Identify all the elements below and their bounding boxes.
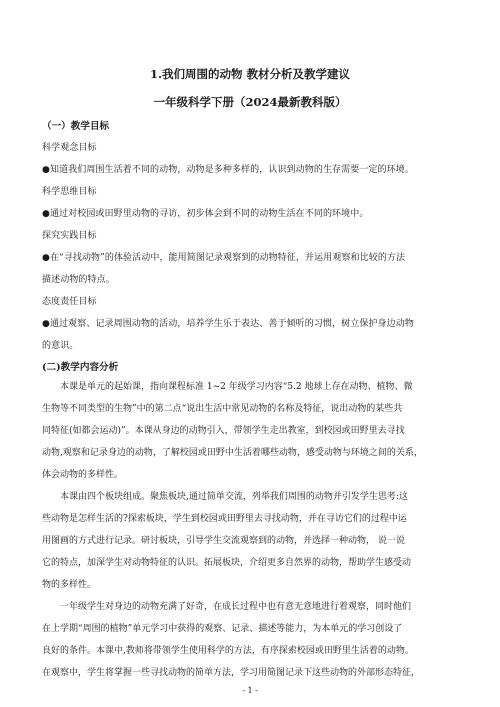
goal-label: 科学思维目标: [42, 187, 97, 197]
paragraph-line: 在观察中，学生将掌握一些寻找动物的简单方法，学习用简图记录下这些动物的外部形态特征，: [42, 668, 421, 678]
goal-text: ●知道我们周围生活着不同的动物，动物是多种多样的，认识到动物的生存需要一定的环境。: [42, 165, 414, 175]
paragraph-1: [42, 376, 460, 486]
paragraph-line: 些动物是怎样生活的?探索板块，学生到校园或田野里去寻找动物，并在寻访它们的过程中运: [42, 514, 407, 524]
paragraph-line: 本课是单元的起始课，指向课程标准 1~2 年级学习内容“5.2 地球上存在动物、植物、微: [60, 382, 413, 392]
goal-text-cont: 的意识。: [42, 341, 79, 351]
goal-label: 科学观念目标: [42, 143, 97, 153]
document-subtitle: 一年级科学下册（2024最新教科版）: [153, 95, 347, 109]
paragraph-line: 在上学期“周围的植物”单元学习中获得的观察、记录、描述等能力，为本单元的学习创设了: [42, 624, 403, 634]
paragraph-line: 体会动物的多样性。: [42, 470, 124, 480]
paragraph-line: 同特征(如都会运动)”。本课从身边的动物引入，带领学生走出教室，到校园或田野里去寻找: [42, 426, 405, 436]
goal-text: ●通过观察、记录周围动物的活动，培养学生乐于表达、善于倾听的习惯，树立保护身边动物: [42, 319, 414, 329]
goal-text: ●通过对校园或田野里动物的寻访，初步体会到不同的动物生活在不同的环境中。: [42, 209, 369, 219]
paragraph-line: 一年级学生对身边的动物充满了好奇，在成长过程中也有意无意地进行着观察，同时他们: [60, 602, 412, 612]
paragraph-line: 用图画的方式进行记录。研讨板块，引导学生交流观察到的动物，并选择一种动物， 说一说: [42, 536, 405, 546]
paragraph-line: 物的多样性。: [42, 580, 97, 590]
paragraph-2: [42, 486, 460, 596]
paragraph-line: 良好的条件。本课中,教师将带领学生使用科学的方法，有序探索校园或田野里生活着的动物。: [42, 646, 414, 656]
paragraph-line: 生物等不同类型的生物”中的第二点“说出生活中常见动物的名称及特征，说出动物的某些共: [42, 404, 403, 414]
paragraph-3: [42, 596, 460, 684]
goal-text-cont: 描述动物的特点。: [42, 275, 115, 285]
paragraph-line: 动物,观察和记录身边的动物，了解校园或田野中生活着哪些动物，感受动物与环境之间的关系，: [42, 448, 423, 458]
page-number: - 1 -: [242, 686, 258, 695]
paragraph-line: 本课由四个板块组成。聚焦板块,通过简单交流，列举我们周围的动物并引发学生思考:这: [60, 492, 408, 502]
goal-label: 态度责任目标: [42, 297, 97, 307]
goal-label: 探究实践目标: [42, 231, 97, 241]
section-heading-goals: （一）教学目标: [42, 121, 110, 132]
section-heading-content: (二)教学内容分析: [42, 362, 119, 373]
document-title: 1.我们周围的动物 教材分析及教学建议: [149, 67, 350, 81]
goal-text: ●在“寻找动物”的体验活动中，能用简图记录观察到的动物特征，并运用观察和比较的方法: [42, 253, 406, 263]
paragraph-line: 它的特点，加深学生对动物特征的认识。拓展板块，介绍更多自然界的动物，帮助学生感受动: [42, 558, 412, 568]
